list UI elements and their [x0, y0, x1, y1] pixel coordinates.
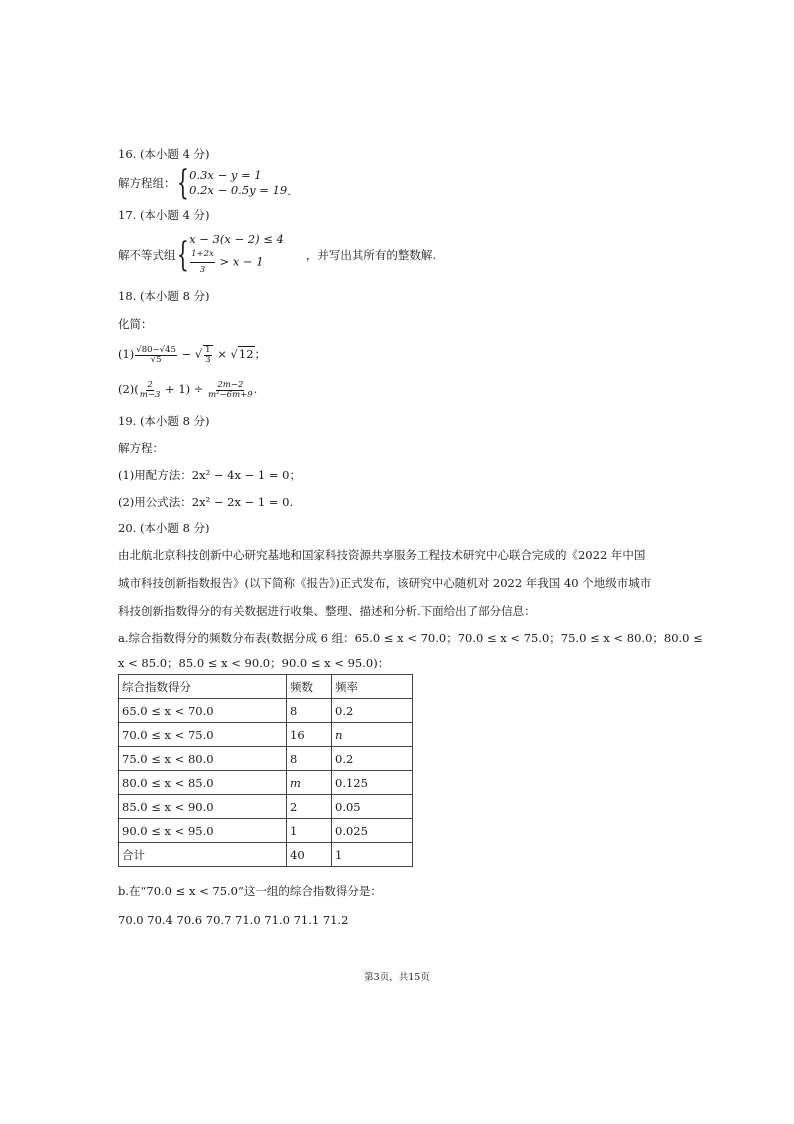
q20-header: 20. (本小题 8 分) [118, 521, 210, 535]
q18-p1-sqrt12: 12 [238, 347, 254, 361]
table-row [119, 723, 413, 747]
table-cell: n [332, 723, 413, 747]
table-cell: 8 [287, 699, 332, 723]
q17-system [118, 232, 436, 278]
q18-p1-minus: − [181, 347, 192, 361]
q18-p2-tail: . [253, 382, 258, 396]
q18-p1-num: √80−√45 [136, 344, 176, 355]
table-cell: 70.0 ≤ x < 75.0 [119, 723, 287, 747]
q16-header: 16. (本小题 4 分) [118, 147, 210, 161]
q18-p2-mid: + 1) ÷ [165, 382, 204, 396]
frequency-table [118, 674, 413, 867]
table-row [119, 819, 413, 843]
q17-header: 17. (本小题 4 分) [118, 208, 210, 222]
table-cell: 0.125 [332, 771, 413, 795]
q17-ineq2 [189, 247, 284, 278]
left-brace-icon: { [176, 163, 189, 203]
table-cell: 1 [287, 819, 332, 843]
table-header-cell: 频率 [332, 675, 413, 699]
table-cell: 90.0 ≤ x < 95.0 [119, 819, 287, 843]
table-cell: m [287, 771, 332, 795]
q18-p2-a-num: 2 [147, 379, 153, 390]
frequency-table-body [119, 675, 413, 867]
table-row [119, 747, 413, 771]
q17-frac-num: 1+2x [190, 247, 215, 263]
q20-para-line3: 科技创新指数得分的有关数据进行收集、整理、描述和分析.下面给出了部分信息： [118, 604, 536, 618]
q19-part1: (1)用配方法：2x² − 4x − 1 = 0； [118, 468, 301, 482]
q16-eq1: 0.3x − y = 1 [189, 168, 262, 182]
q20-b-line: b.在“70.0 ≤ x < 75.0”这一组的综合指数得分是： [118, 884, 382, 898]
q18-p1-den: √5 [150, 354, 162, 365]
q19-part2: (2)用公式法：2x² − 2x − 1 = 0. [118, 495, 294, 509]
table-cell: 合计 [119, 843, 287, 867]
q18-part2 [118, 378, 257, 400]
table-cell: 1 [332, 843, 413, 867]
q19-header: 19. (本小题 8 分) [118, 414, 210, 428]
q17-prompt: 解不等式组 [118, 248, 176, 262]
q17-ineq1: x − 3(x − 2) ≤ 4 [189, 232, 284, 246]
table-cell: 16 [287, 723, 332, 747]
q20-a-line2: x < 85.0；85.0 ≤ x < 90.0；90.0 ≤ x < 95.0)： [118, 656, 390, 670]
table-row [119, 699, 413, 723]
q20-b-values: 70.0 70.4 70.6 70.7 71.0 71.0 71.1 71.2 [118, 913, 349, 927]
q16-system [118, 163, 291, 203]
q20-a-line1: a.综合指数得分的频数分布表(数据分成 6 组：65.0 ≤ x < 70.0；70.0 ≤ x < 75.0；75.0 ≤ x < 80.0；80.0 ≤ [118, 631, 703, 645]
q16-equations [189, 168, 287, 198]
q18-p2-b-den: m²−6m+9 [208, 389, 253, 400]
table-cell: 80.0 ≤ x < 85.0 [119, 771, 287, 795]
q17-frac-den: 3 [199, 265, 206, 275]
q18-p2-label: (2)( [118, 382, 139, 396]
q18-part1: (1) $\frac{√80-√45}{√5}$ − √ $\frac{1}{3}$ × √12； [118, 344, 267, 365]
table-cell: 0.2 [332, 699, 413, 723]
q18-header: 18. (本小题 8 分) [118, 289, 210, 303]
q18-p1-label: (1) [118, 347, 135, 361]
table-cell: 65.0 ≤ x < 70.0 [119, 699, 287, 723]
table-header-row [119, 675, 413, 699]
q16-eq2: 0.2x − 0.5y = 19 [189, 183, 288, 197]
q17-inequalities [189, 232, 284, 278]
table-cell: 40 [287, 843, 332, 867]
table-row [119, 771, 413, 795]
q20-para-line2: 城市科技创新指数报告》(以下简称《报告》)正式发布，该研究中心随机对 2022 年我国 40 个地级市城市 [118, 576, 652, 590]
q17-tail: ，并写出其所有的整数解. [305, 248, 437, 262]
q16-prompt: 解方程组： [118, 176, 176, 190]
q18-p1-frac [135, 346, 177, 365]
q17-fraction [190, 247, 215, 278]
q18-p2-a-den: m−3 [139, 389, 161, 400]
left-brace-icon: { [176, 235, 189, 275]
table-cell: 0.05 [332, 795, 413, 819]
table-row [119, 843, 413, 867]
q18-p2-frac-b [208, 381, 253, 400]
q17-ineq2-rest: > x − 1 [219, 254, 264, 269]
q18-prompt: 化简： [118, 317, 153, 331]
page-footer: 第3页，共15页 [364, 972, 430, 983]
table-header-cell: 综合指数得分 [119, 675, 287, 699]
table-header-cell: 频数 [287, 675, 332, 699]
q18-p1-sqrt-num: 1 [205, 345, 211, 355]
q20-para-line1: 由北航北京科技创新中心研究基地和国家科技资源共享服务工程技术研究中心联合完成的《2022 年中国 [118, 548, 646, 562]
q18-p1-sqrt-den: 3 [205, 355, 211, 365]
table-cell: 0.2 [332, 747, 413, 771]
q18-p1-times: × [217, 347, 227, 361]
q18-p1-sqrt-frac [203, 345, 212, 365]
q18-p2-b-num: 2m−2 [217, 379, 244, 390]
table-cell: 8 [287, 747, 332, 771]
q19-prompt: 解方程： [118, 441, 164, 455]
q18-p2-frac-a [140, 381, 161, 400]
q18-p1-tail: ； [254, 347, 267, 361]
table-cell: 0.025 [332, 819, 413, 843]
table-cell: 2 [287, 795, 332, 819]
table-row [119, 795, 413, 819]
q16-tail: . [287, 184, 291, 198]
table-cell: 85.0 ≤ x < 90.0 [119, 795, 287, 819]
table-cell: 75.0 ≤ x < 80.0 [119, 747, 287, 771]
